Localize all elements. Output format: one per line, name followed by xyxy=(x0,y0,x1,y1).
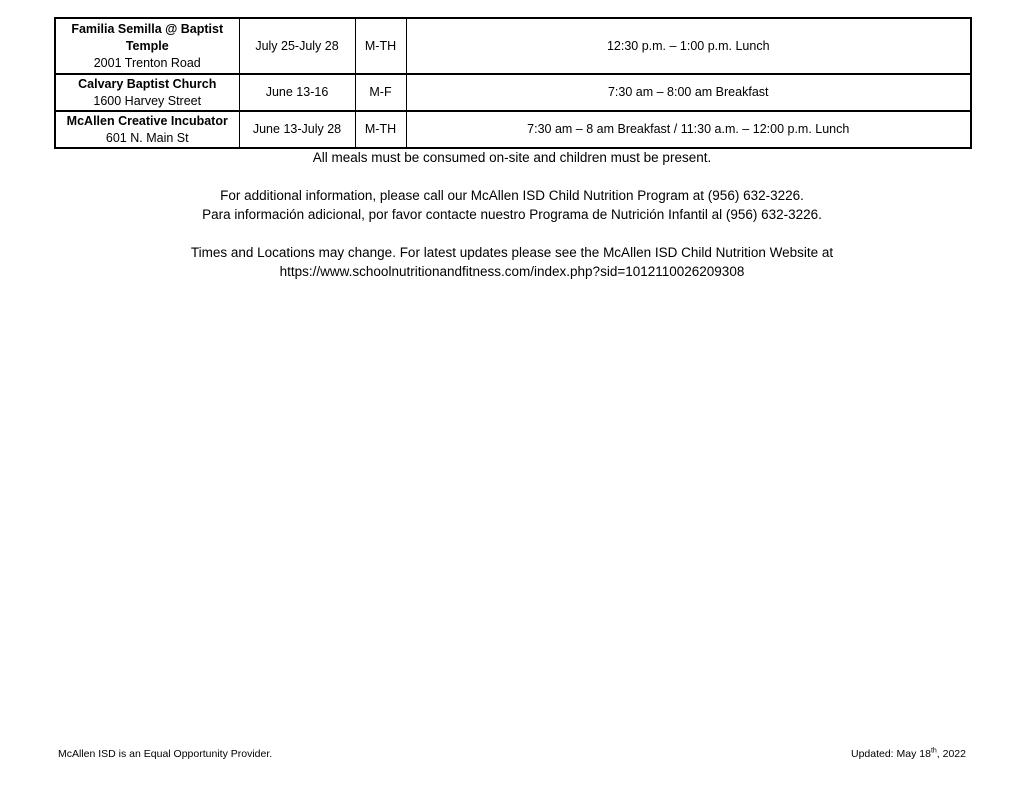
meal-sites-table xyxy=(54,17,972,149)
site-address: 601 N. Main St xyxy=(105,130,189,145)
updated-date-ordinal: th xyxy=(930,747,937,755)
site-name: Calvary Baptist Church xyxy=(78,76,217,91)
table-row xyxy=(55,18,971,74)
site-cell xyxy=(55,18,239,74)
consume-note: All meals must be consumed on-site and children must be present. xyxy=(312,150,712,165)
times-cell: 7:30 am – 8:00 am Breakfast xyxy=(406,74,971,111)
updates-note: Times and Locations may change. For latest updates please see the McAllen ISD Child Nutrition Website at xyxy=(190,245,834,260)
dates-cell: June 13-16 xyxy=(239,74,355,111)
updated-date-year: , 2022 xyxy=(936,748,966,760)
site-address: 1600 Harvey Street xyxy=(93,93,202,108)
site-address: 2001 Trenton Road xyxy=(93,55,201,70)
equal-opportunity-statement: McAllen ISD is an Equal Opportunity Provider. xyxy=(58,748,273,760)
days-cell: M-F xyxy=(355,74,406,111)
site-cell xyxy=(55,111,239,148)
website-url[interactable]: https://www.schoolnutritionandfitness.com/index.php?sid=1012110026209308 xyxy=(279,264,745,279)
site-name: McAllen Creative Incubator xyxy=(66,113,228,128)
updates-block xyxy=(0,243,1024,281)
contact-info-block xyxy=(0,186,1024,224)
updated-date-prefix: Updated: May 18 xyxy=(850,748,931,760)
table-row xyxy=(55,111,971,148)
times-cell: 12:30 p.m. – 1:00 p.m. Lunch xyxy=(406,18,971,74)
contact-info-english: For additional information, please call our McAllen ISD Child Nutrition Program at (956) 632-3226. xyxy=(220,188,804,203)
dates-cell: June 13-July 28 xyxy=(239,111,355,148)
consume-note-block xyxy=(0,148,1024,167)
times-cell: 7:30 am – 8 am Breakfast / 11:30 a.m. – 12:00 p.m. Lunch xyxy=(406,111,971,148)
days-cell: M-TH xyxy=(355,18,406,74)
days-cell: M-TH xyxy=(355,111,406,148)
contact-info-spanish: Para información adicional, por favor contacte nuestro Programa de Nutrición Infantil al (956) 632-3226. xyxy=(202,207,822,222)
updated-date xyxy=(851,748,966,760)
site-name: Familia Semilla @ Baptist Temple xyxy=(71,21,224,53)
dates-cell: July 25-July 28 xyxy=(239,18,355,74)
table-row xyxy=(55,74,971,111)
site-cell xyxy=(55,74,239,111)
